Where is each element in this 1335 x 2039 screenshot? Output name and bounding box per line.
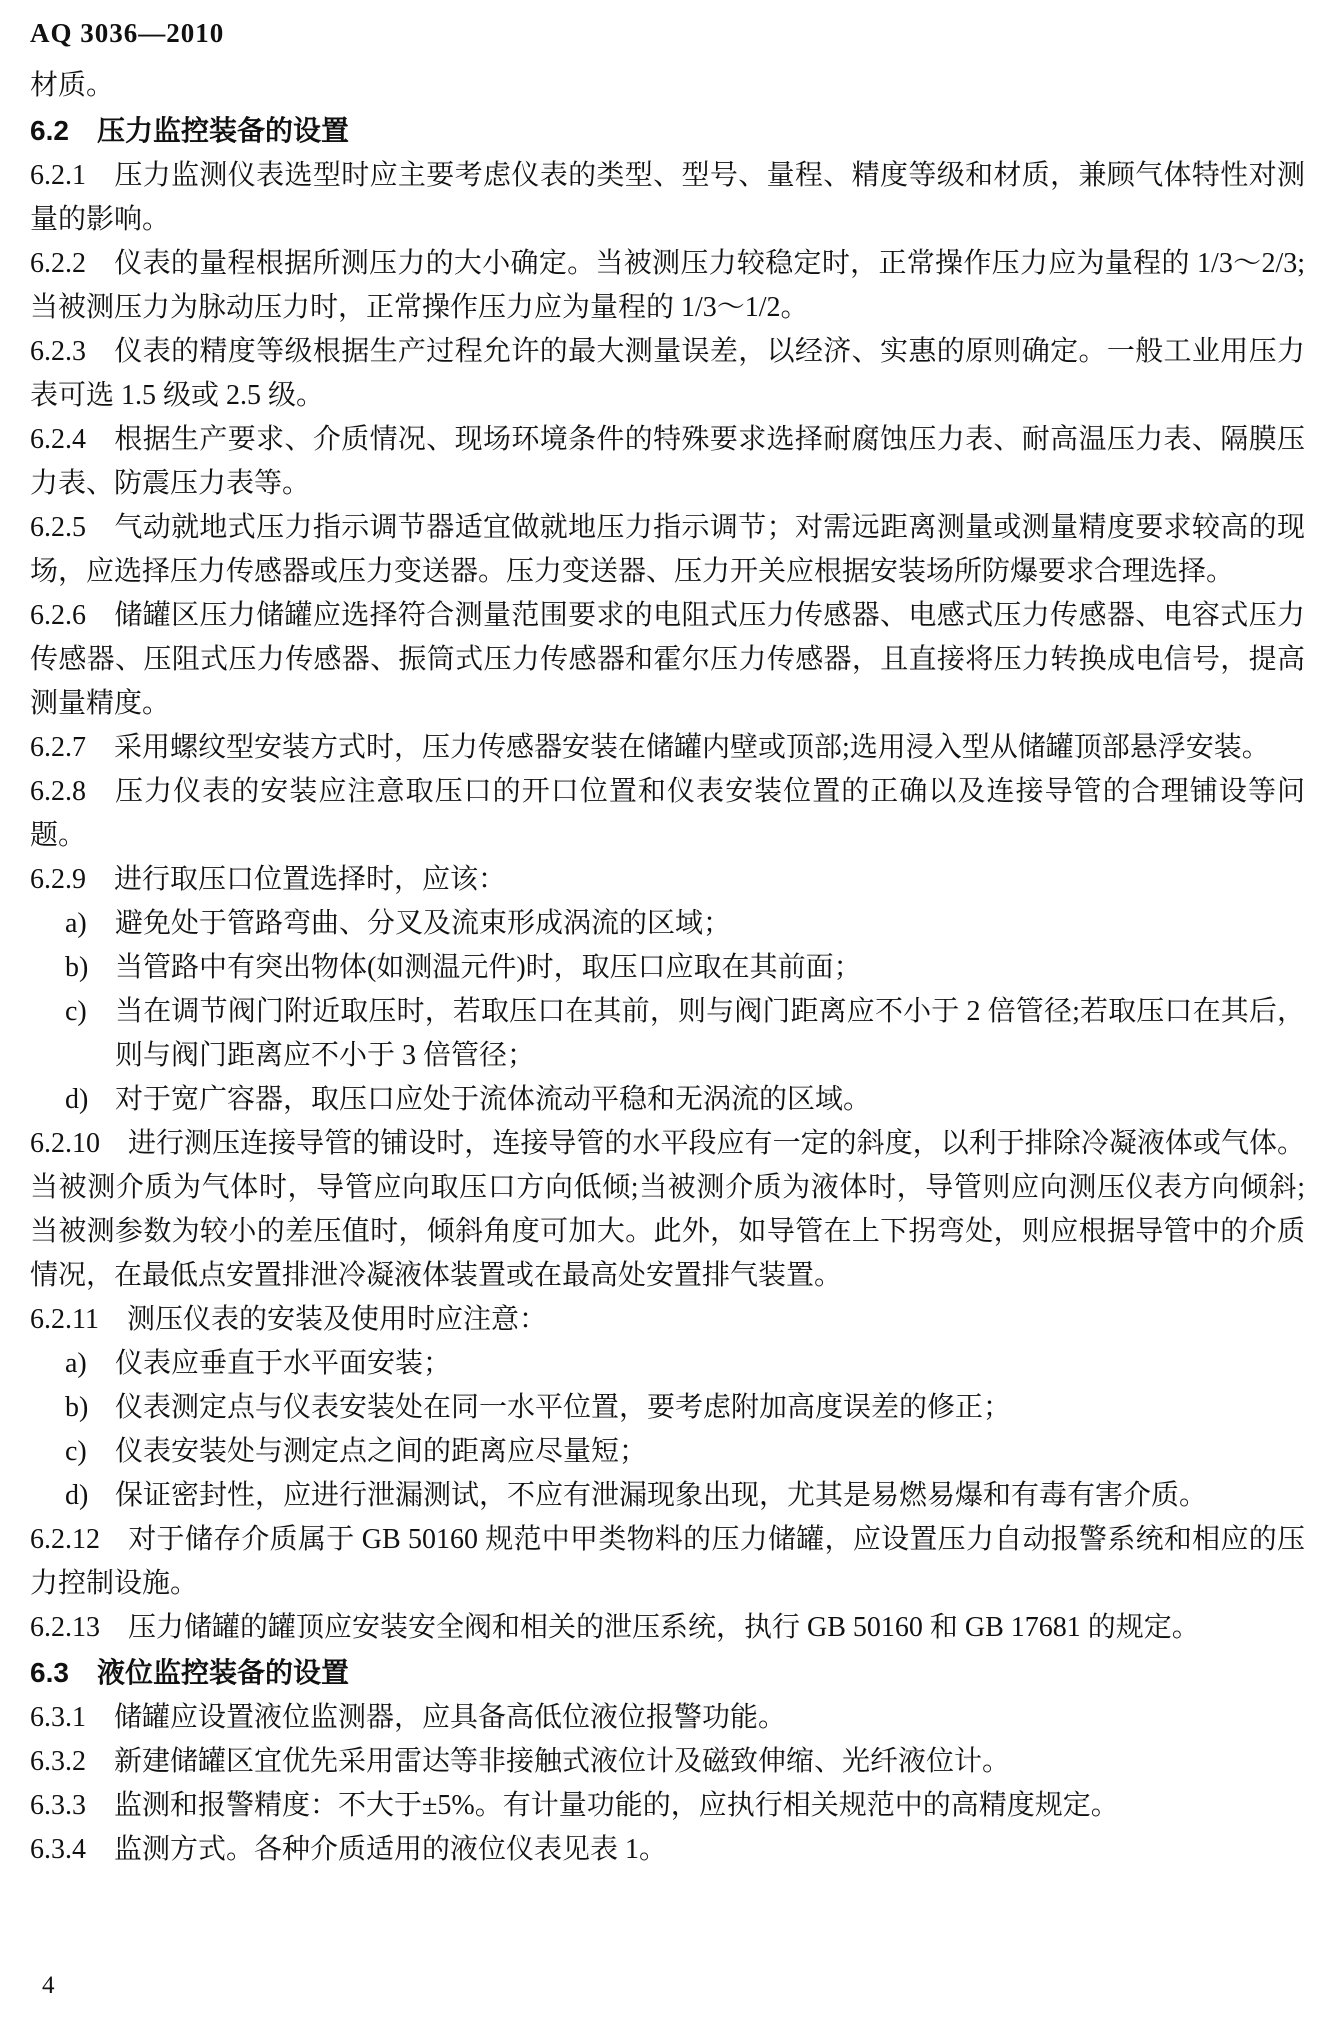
paragraph	[30, 1740, 1305, 1784]
document-body	[30, 64, 1305, 1872]
clause-number: 6.2.7	[30, 732, 86, 763]
list-item	[30, 1474, 1305, 1518]
clause-text: 对于储存介质属于 GB 50160 规范中甲类物料的压力储罐，应设置压力自动报警系统和相应的压力控制设施。	[30, 1524, 1305, 1599]
clause-text: 当管路中有突出物体(如测温元件)时，取压口应取在其前面；	[115, 952, 862, 983]
page-number: 4	[42, 1972, 55, 1999]
list-item	[30, 1430, 1305, 1474]
clause-number: 6.2.6	[30, 600, 86, 631]
paragraph	[30, 242, 1305, 330]
clause-number: c)	[65, 996, 87, 1027]
clause-number: b)	[65, 1392, 89, 1423]
clause-number: 6.2.10	[30, 1128, 100, 1159]
paragraph	[30, 418, 1305, 506]
paragraph	[30, 1828, 1305, 1872]
list-item	[30, 1386, 1305, 1430]
paragraph	[30, 770, 1305, 858]
paragraph	[30, 154, 1305, 242]
clause-text: 监测和报警精度：不大于±5%。有计量功能的，应执行相关规范中的高精度规定。	[114, 1790, 1119, 1821]
clause-number: 6.3.2	[30, 1746, 86, 1777]
clause-text: 采用螺纹型安装方式时，压力传感器安装在储罐内壁或顶部;选用浸入型从储罐顶部悬浮安装。	[114, 732, 1270, 763]
clause-text: 储罐区压力储罐应选择符合测量范围要求的电阻式压力传感器、电感式压力传感器、电容式压力传感器、压阻式压力传感器、振筒式压力传感器和霍尔压力传感器，且直接将压力转换成电信号，提高测量精度。	[30, 600, 1305, 719]
clause-number: 6.2	[30, 115, 69, 146]
clause-text: 保证密封性，应进行泄漏测试，不应有泄漏现象出现，尤其是易燃易爆和有毒有害介质。	[115, 1480, 1208, 1511]
list-item	[30, 902, 1305, 946]
section-heading	[30, 1651, 1305, 1695]
paragraph	[30, 64, 1305, 108]
clause-number: 6.3.3	[30, 1790, 86, 1821]
clause-number: 6.2.11	[30, 1304, 99, 1335]
clause-number: 6.2.3	[30, 336, 86, 367]
clause-number: 6.3.4	[30, 1834, 86, 1865]
clause-text: 仪表应垂直于水平面安装；	[115, 1348, 452, 1379]
clause-number: 6.2.9	[30, 864, 86, 895]
section-heading	[30, 109, 1305, 153]
clause-text: 进行测压连接导管的铺设时，连接导管的水平段应有一定的斜度，以利于排除冷凝液体或气体。当被测介质为气体时，导管应向取压口方向低倾;当被测介质为液体时，导管则应向测压仪表方向倾斜;当被测参数为较小的差压值时，倾斜角度可加大。此外，如导管在上下拐弯处，则应根据导管中的介质情况，在最低点安置排泄冷凝液体装置或在最高处安置排气装置。	[30, 1128, 1305, 1291]
clause-text: 进行取压口位置选择时，应该：	[114, 864, 507, 895]
paragraph	[30, 1298, 1305, 1342]
paragraph	[30, 1696, 1305, 1740]
clause-text: 避免处于管路弯曲、分叉及流束形成涡流的区域；	[115, 908, 732, 939]
clause-number: a)	[65, 908, 87, 939]
clause-text: 仪表的精度等级根据生产过程允许的最大测量误差，以经济、实惠的原则确定。一般工业用压力表可选 1.5 级或 2.5 级。	[30, 336, 1305, 411]
clause-text: 储罐应设置液位监测器，应具备高低位液位报警功能。	[114, 1702, 787, 1733]
clause-text: 当在调节阀门附近取压时，若取压口在其前，则与阀门距离应不小于 2 倍管径;若取压口在其后，则与阀门距离应不小于 3 倍管径；	[115, 996, 1305, 1071]
clause-text: 材质。	[30, 70, 115, 101]
paragraph	[30, 594, 1305, 726]
clause-number: 6.2.5	[30, 512, 86, 543]
clause-text: 气动就地式压力指示调节器适宜做就地压力指示调节；对需远距离测量或测量精度要求较高的现场，应选择压力传感器或压力变送器。压力变送器、压力开关应根据安装场所防爆要求合理选择。	[30, 512, 1305, 587]
clause-number: d)	[65, 1084, 89, 1115]
clause-text: 监测方式。各种介质适用的液位仪表见表 1。	[114, 1834, 668, 1865]
clause-text: 压力储罐的罐顶应安装安全阀和相关的泄压系统，执行 GB 50160 和 GB 17681 的规定。	[128, 1612, 1200, 1643]
clause-text: 对于宽广容器，取压口应处于流体流动平稳和无涡流的区域。	[115, 1084, 872, 1115]
clause-text: 测压仪表的安装及使用时应注意：	[126, 1304, 547, 1335]
clause-text: 根据生产要求、介质情况、现场环境条件的特殊要求选择耐腐蚀压力表、耐高温压力表、隔膜压力表、防震压力表等。	[30, 424, 1305, 499]
clause-number: 6.2.13	[30, 1612, 100, 1643]
paragraph	[30, 1518, 1305, 1606]
list-item	[30, 990, 1305, 1078]
clause-number: c)	[65, 1436, 87, 1467]
clause-number: 6.2.1	[30, 160, 86, 191]
clause-text: 新建储罐区宜优先采用雷达等非接触式液位计及磁致伸缩、光纤液位计。	[114, 1746, 1011, 1777]
paragraph	[30, 726, 1305, 770]
clause-text: 仪表测定点与仪表安装处在同一水平位置，要考虑附加高度误差的修正；	[115, 1392, 1012, 1423]
clause-text: 压力监控装备的设置	[96, 115, 349, 146]
paragraph	[30, 1784, 1305, 1828]
paragraph	[30, 330, 1305, 418]
clause-number: d)	[65, 1480, 89, 1511]
list-item	[30, 1342, 1305, 1386]
clause-text: 仪表的量程根据所测压力的大小确定。当被测压力较稳定时，正常操作压力应为量程的 1/3～2/3;当被测压力为脉动压力时，正常操作压力应为量程的 1/3～1/2。	[30, 248, 1305, 323]
list-item	[30, 946, 1305, 990]
clause-number: 6.3.1	[30, 1702, 86, 1733]
paragraph	[30, 1606, 1305, 1650]
clause-number: a)	[65, 1348, 87, 1379]
paragraph	[30, 1122, 1305, 1298]
clause-text: 仪表安装处与测定点之间的距离应尽量短；	[115, 1436, 648, 1467]
paragraph	[30, 506, 1305, 594]
clause-text: 压力监测仪表选型时应主要考虑仪表的类型、型号、量程、精度等级和材质，兼顾气体特性对测量的影响。	[30, 160, 1305, 235]
clause-number: 6.2.4	[30, 424, 86, 455]
standard-number: AQ 3036—2010	[30, 18, 225, 48]
clause-number: b)	[65, 952, 89, 983]
paragraph	[30, 858, 1305, 902]
clause-number: 6.3	[30, 1657, 69, 1688]
clause-number: 6.2.12	[30, 1524, 100, 1555]
clause-number: 6.2.2	[30, 248, 86, 279]
clause-text: 液位监控装备的设置	[96, 1657, 349, 1688]
list-item	[30, 1078, 1305, 1122]
clause-number: 6.2.8	[30, 776, 86, 807]
clause-text: 压力仪表的安装应注意取压口的开口位置和仪表安装位置的正确以及连接导管的合理铺设等问题。	[30, 776, 1305, 851]
